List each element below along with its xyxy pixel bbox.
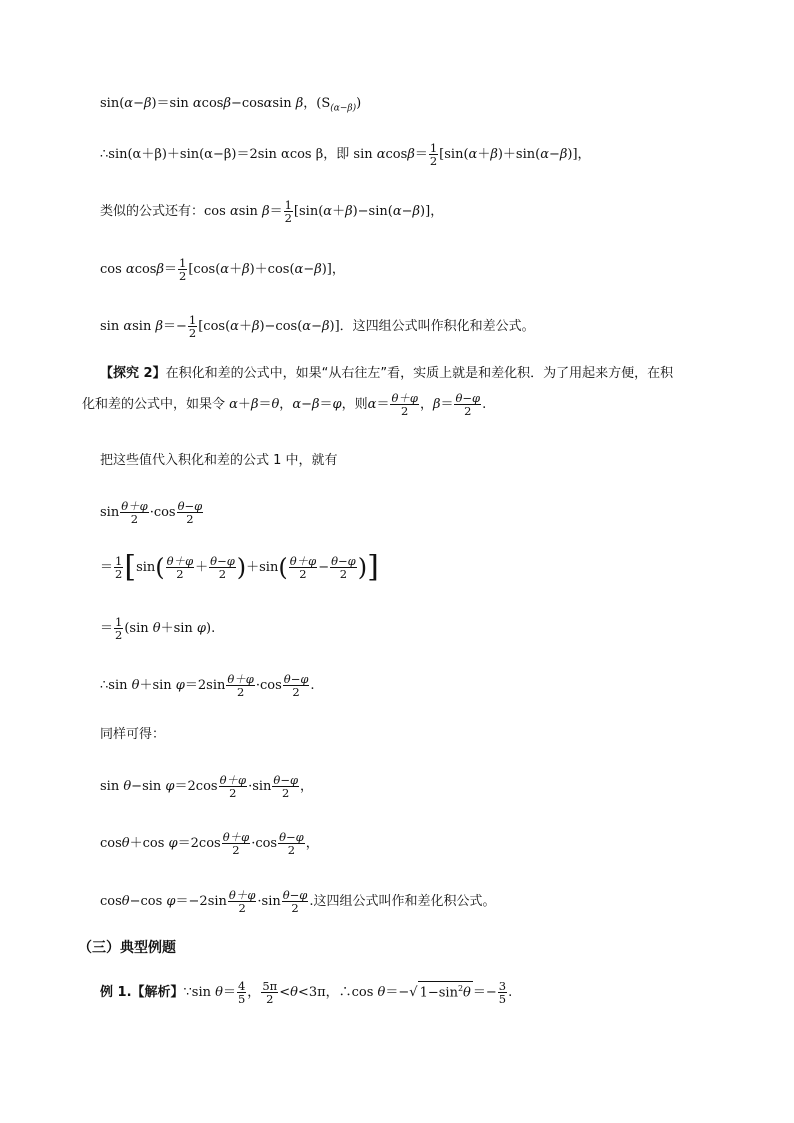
fraction: $\frac{\theta-\varphi}{2}$ bbox=[455, 391, 481, 418]
fraction: $\frac{\theta-\varphi}{2}$ bbox=[283, 672, 309, 699]
fraction: $\frac{1}{2}$ bbox=[188, 313, 197, 340]
fraction: $\frac{1}{2}$ bbox=[179, 256, 187, 283]
fraction: $\frac{\theta+\varphi}{2}$ bbox=[227, 672, 254, 699]
fraction: $\frac{\theta-\varphi}{2}$ bbox=[282, 888, 308, 915]
fraction: $\frac{4}{5}$ bbox=[237, 979, 246, 1006]
formula-derivation-2: ＝ $\frac{1}{2}$ [sin( $\frac{\theta+\varphi}{2}$ ＋ $\frac{\theta-\varphi}{2}$ )＋sin( $\frac{\theta+\varphi}{2}$ − $\frac{\theta-\varphi}{2}$ )] bbox=[100, 549, 379, 585]
fraction: $\frac{\theta+\varphi}{2}$ bbox=[228, 888, 256, 915]
sqrt-symbol: √ bbox=[409, 985, 418, 1000]
formula-sum-to-product-4: cosθ−cos φ＝−2sin $\frac{\theta+\varphi}{2}$ ·sin $\frac{\theta-\varphi}{2}$ .这四组公式叫作和差化积公式。 bbox=[100, 888, 496, 915]
example-1-solution: 例 1.【解析】∵sin θ＝ $\frac{4}{5}$ ， $\frac{5\pi}{2}$ <θ<3π，∴cos θ＝−√ $1-\sin^2\theta$ ＝− $\frac{3}{5}$ . bbox=[100, 979, 513, 1006]
formula-derivation-3: ＝ $\frac{1}{2}$ (sin θ＋sin φ). bbox=[100, 615, 216, 642]
fraction: $\frac{\theta-\varphi}{2}$ bbox=[177, 499, 203, 526]
formula-product-sin-sin: sin αsin β＝− $\frac{1}{2}$ [cos(α＋β)−cos(α−β)]．这四组公式叫作积化和差公式。 bbox=[100, 313, 535, 340]
fraction: $\frac{5\pi}{2}$ bbox=[262, 979, 278, 1006]
fraction: $\frac{\theta+\varphi}{2}$ bbox=[121, 499, 148, 526]
formula-sum-to-product-3: cosθ＋cos φ＝2cos $\frac{\theta+\varphi}{2}$ ·cos $\frac{\theta-\varphi}{2}$ ， bbox=[100, 830, 319, 857]
formula-product-cos-sin: 类似的公式还有：cos αsin β＝ $\frac{1}{2}$ [sin(α＋β)−sin(α−β)]， bbox=[100, 198, 444, 225]
fraction: $\frac{\theta+\varphi}{2}$ bbox=[391, 391, 418, 418]
fraction: $\frac{\theta-\varphi}{2}$ bbox=[273, 773, 299, 800]
fraction: $\frac{1}{2}$ bbox=[115, 554, 123, 581]
fraction: $\frac{\theta-\varphi}{2}$ bbox=[279, 830, 304, 857]
section-heading: （三）典型例题 bbox=[78, 940, 176, 956]
formula-product-sin-cos: ∴sin(α＋β)＋sin(α−β)＝2sin αcos β，即 sin αcosβ＝ $\frac{1}{2}$ [sin(α＋β)＋sin(α−β)]， bbox=[100, 141, 591, 168]
sqrt-radicand: $1-\sin^2\theta$ bbox=[418, 981, 473, 1000]
formula-derivation-1: sin $\frac{\theta+\varphi}{2}$ ·cos $\frac{\theta-\varphi}{2}$ bbox=[100, 499, 203, 526]
fraction: $\frac{1}{2}$ bbox=[429, 141, 438, 168]
fraction: $\frac{\theta+\varphi}{2}$ bbox=[219, 773, 247, 800]
formula-sin-diff: sin(α−β)＝sin αcosβ−cosαsin β，$(S_{(\alpha-\beta)})$ bbox=[100, 96, 362, 114]
formula-product-cos-cos: cos αcosβ＝ $\frac{1}{2}$ [cos(α＋β)＋cos(α−β)]， bbox=[100, 256, 345, 283]
paragraph-explore-2-cont: 化和差的公式中，如果令 α＋β＝θ，α−β＝φ，则α＝ $\frac{\theta+\varphi}{2}$ ，β＝ $\frac{\theta-\varphi}{2}$ . bbox=[82, 391, 487, 418]
fraction: $\frac{\theta+\varphi}{2}$ bbox=[166, 554, 194, 581]
fraction: $\frac{1}{2}$ bbox=[284, 198, 292, 225]
fraction: $\frac{\theta+\varphi}{2}$ bbox=[222, 830, 250, 857]
paragraph-similarly: 同样可得： bbox=[100, 727, 166, 742]
formula-sum-to-product-1: ∴sin θ＋sin φ＝2sin $\frac{\theta+\varphi}{2}$ ·cos $\frac{\theta-\varphi}{2}$ . bbox=[100, 672, 315, 699]
fraction: $\frac{\theta-\varphi}{2}$ bbox=[331, 554, 356, 581]
fraction: $\frac{\theta-\varphi}{2}$ bbox=[210, 554, 235, 581]
fraction: $\frac{1}{2}$ bbox=[115, 615, 123, 642]
formula-sum-to-product-2: sin θ−sin φ＝2cos $\frac{\theta+\varphi}{2}$ ·sin $\frac{\theta-\varphi}{2}$ ， bbox=[100, 773, 314, 800]
paragraph-explore-2: 【探究 2】在积化和差的公式中，如果“从右往左”看，实质上就是和差化积．为了用起来方便，在积 bbox=[100, 366, 674, 381]
fraction: $\frac{3}{5}$ bbox=[498, 979, 507, 1006]
paragraph-substitute: 把这些值代入积化和差的公式 1 中，就有 bbox=[100, 453, 338, 468]
fraction: $\frac{\theta+\varphi}{2}$ bbox=[289, 554, 317, 581]
